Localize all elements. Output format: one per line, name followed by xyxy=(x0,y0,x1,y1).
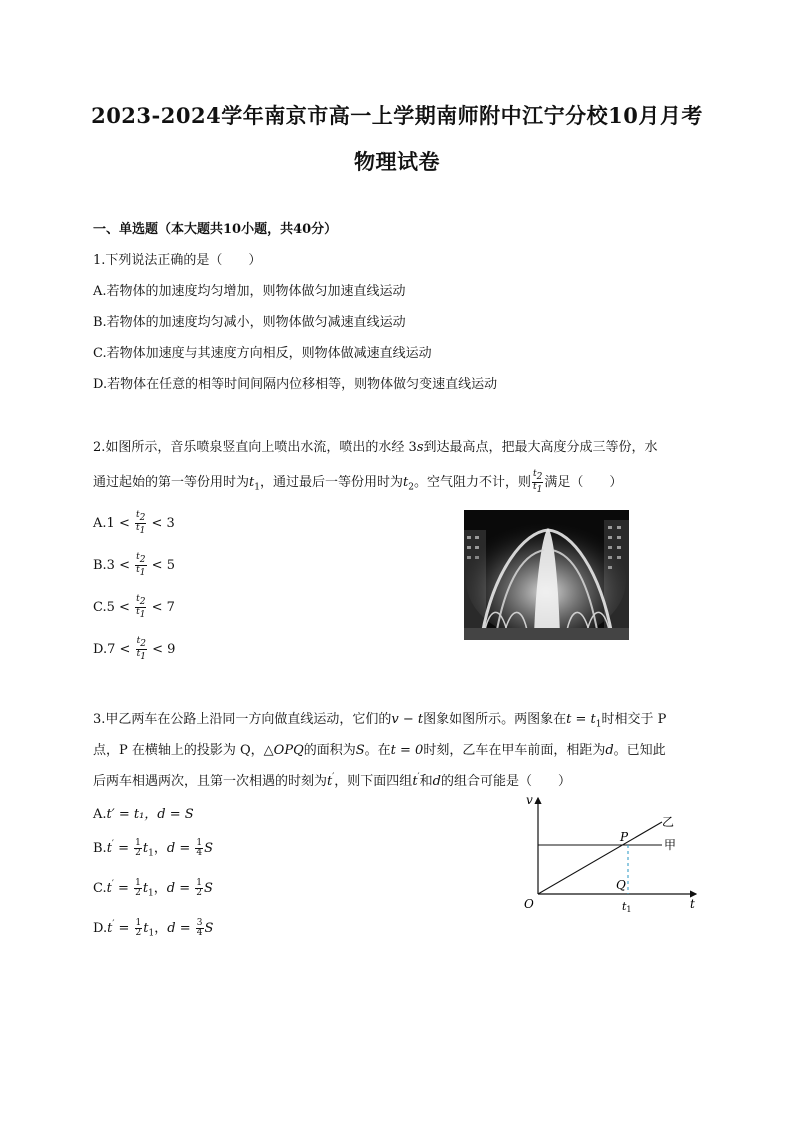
yi-line xyxy=(538,822,662,894)
jia-label: 甲 xyxy=(664,838,677,852)
t-axis-label: t xyxy=(690,897,695,911)
t1-tick-label: t1 xyxy=(622,900,632,914)
p-label: P xyxy=(620,830,629,844)
q3-option-c: C.t′ = $\frac{1}{2}$ $t_1$，d = $\frac{1}{2}$ S xyxy=(93,878,213,899)
half-fraction: $\frac{1}{2}$ xyxy=(135,838,141,858)
t2-over-t1-fraction: $\frac{t_2}{t_1}$ xyxy=(532,469,543,495)
section-heading: 一、单选题（本大题共10小题，共40分） xyxy=(93,222,338,237)
q2-option-b: B.3 < $\frac{t_2}{t_1}$ < 5 xyxy=(93,552,175,578)
q3-option-d: D.t′ = $\frac{1}{2}$ $t_1$，d = $\frac{3}{4}$ S xyxy=(93,918,214,939)
q2-stem-line2: 通过起始的第一等份用时为$t_1$，通过最后一等份用时为$t_2$。空气阻力不计，则 $\frac{t_2}{t_1}$ 满足（ ） xyxy=(93,469,623,495)
q1-option-a: A.若物体的加速度均匀增加，则物体做匀加速直线运动 xyxy=(93,284,406,299)
v-axis-label: v xyxy=(526,793,533,807)
quarter-fraction: $\frac{1}{4}$ xyxy=(196,838,203,858)
q1-stem: 1.下列说法正确的是（ ） xyxy=(93,253,262,268)
q2-stem-line1: 2.如图所示，音乐喷泉竖直向上喷出水流，喷出的水经 3s到达最高点，把最大高度分成三等份，水 xyxy=(93,440,658,455)
q2-option-a: A.1 < $\frac{t_2}{t_1}$ < 3 xyxy=(93,510,175,536)
q2-option-d: D.7 < $\frac{t_2}{t_1}$ < 9 xyxy=(93,636,176,662)
fountain-photo xyxy=(464,510,629,640)
q1-option-b: B.若物体的加速度均匀减小，则物体做匀减速直线运动 xyxy=(93,315,406,330)
q3-option-b: B.t′ = $\frac{1}{2}$ $t_1$，d = $\frac{1}{4}$ S xyxy=(93,838,213,859)
q1-option-d: D.若物体在任意的相等时间间隔内位移相等，则物体做匀变速直线运动 xyxy=(93,377,498,392)
origin-label: O xyxy=(524,897,534,911)
q3-stem-line3: 后两车相遇两次，且第一次相遇的时刻为t′，则下面四组t′和d的组合可能是（ ） xyxy=(93,772,571,789)
q3-stem-line1: 3.甲乙两车在公路上沿同一方向做直线运动，它们的v − t图象如图所示。两图象在$t = t_1$时相交于 P xyxy=(93,712,667,730)
q3-stem-line2: 点，P 在横轴上的投影为 Q，△OPQ的面积为S。在t = 0时刻，乙车在甲车前面，相距为d。已知此 xyxy=(93,743,666,758)
q-label: Q xyxy=(616,878,626,892)
page-subtitle: 物理试卷 xyxy=(354,149,440,174)
yi-label: 乙 xyxy=(662,815,675,829)
q1-option-c: C.若物体加速度与其速度方向相反，则物体做减速直线运动 xyxy=(93,346,432,361)
vt-graph xyxy=(512,792,702,914)
q3-option-a: A.t′ = t₁，d = S xyxy=(93,807,194,822)
q2-option-c: C.5 < $\frac{t_2}{t_1}$ < 7 xyxy=(93,594,175,620)
page-title: 2023-2024学年南京市高一上学期南师附中江宁分校10月月考 xyxy=(91,103,703,128)
